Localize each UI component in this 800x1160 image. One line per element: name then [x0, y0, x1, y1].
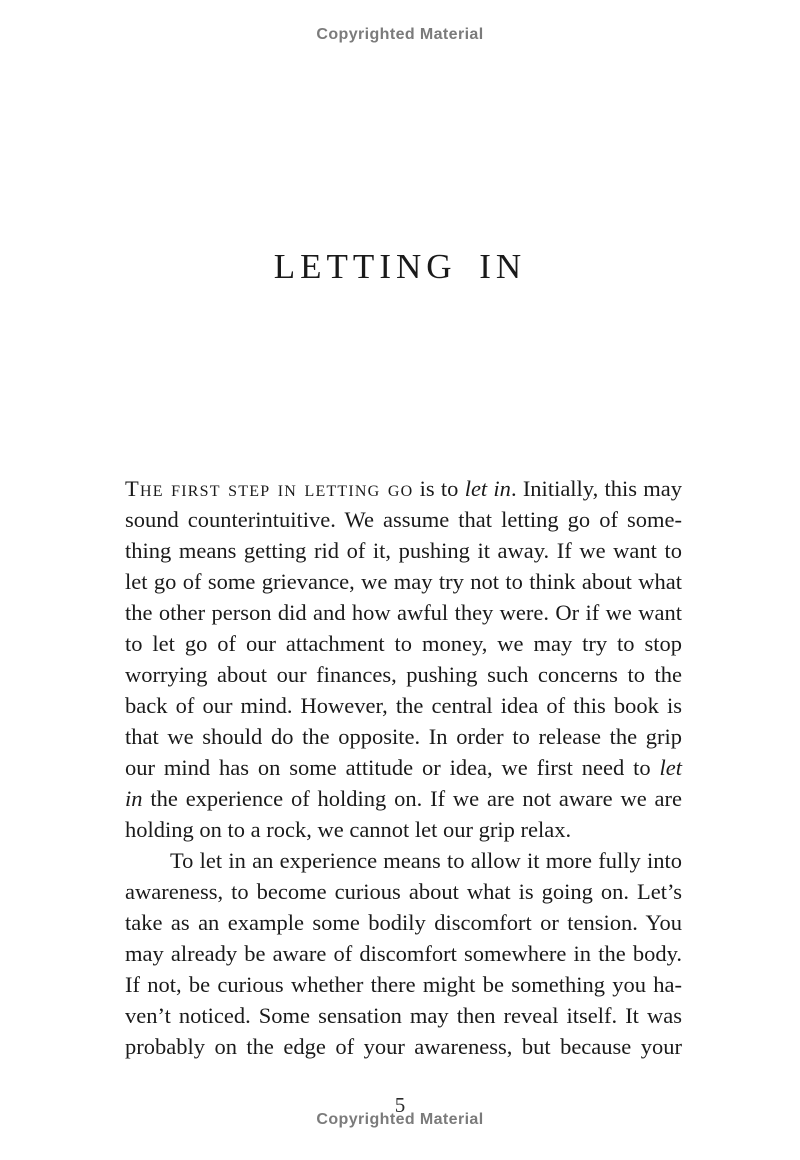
text-line: sound counterintuitive. We assume that letting go of some-: [125, 507, 682, 532]
text-line: the other person did and how awful they were. Or if we want: [125, 600, 682, 625]
text-line: may already be aware of discomfort somewhere in the body.: [125, 941, 682, 966]
watermark-top: Copyrighted Material: [316, 26, 484, 43]
text-line: If not, be curious whether there might be something you ha-: [125, 972, 682, 997]
italic-text: let in: [464, 476, 511, 501]
text-line: holding on to a rock, we cannot let our grip relax.: [125, 817, 572, 842]
text-line: worrying about our finances, pushing such concerns to the: [125, 662, 682, 687]
paragraph: [125, 473, 682, 845]
text-line: take as an example some bodily discomfort or tension. You: [125, 910, 682, 935]
page-number: 5: [394, 1093, 406, 1117]
paragraph: [125, 845, 682, 1062]
watermark-bottom: Copyrighted Material: [316, 1111, 484, 1128]
text-line: in the experience of holding on. If we are not aware we are: [125, 786, 682, 811]
body-text: [125, 473, 682, 1062]
italic-text: in: [125, 786, 143, 811]
text-line: ven’t noticed. Some sensation may then reveal itself. It was: [125, 1003, 682, 1028]
text-line: thing means getting rid of it, pushing it away. If we want to: [125, 538, 682, 563]
chapter-title: LETTING IN: [273, 247, 527, 287]
text-line: to let go of our attachment to money, we may try to stop: [125, 631, 682, 656]
text-line: awareness, to become curious about what is going on. Let’s: [125, 879, 682, 904]
text-line: our mind has on some attitude or idea, we first need to let: [125, 755, 682, 780]
text-line: let go of some grievance, we may try not to think about what: [125, 569, 682, 594]
text-line: To let in an experience means to allow it more fully into: [170, 848, 682, 873]
text-line: back of our mind. However, the central idea of this book is: [125, 693, 682, 718]
text-line: that we should do the opposite. In order to release the grip: [125, 724, 682, 749]
text-line: The first step in letting go is to let in. Initially, this may: [125, 476, 682, 501]
italic-text: let: [659, 755, 682, 780]
small-caps-text: The first step in letting go: [125, 476, 414, 501]
text-line: probably on the edge of your awareness, but because your: [125, 1034, 682, 1059]
